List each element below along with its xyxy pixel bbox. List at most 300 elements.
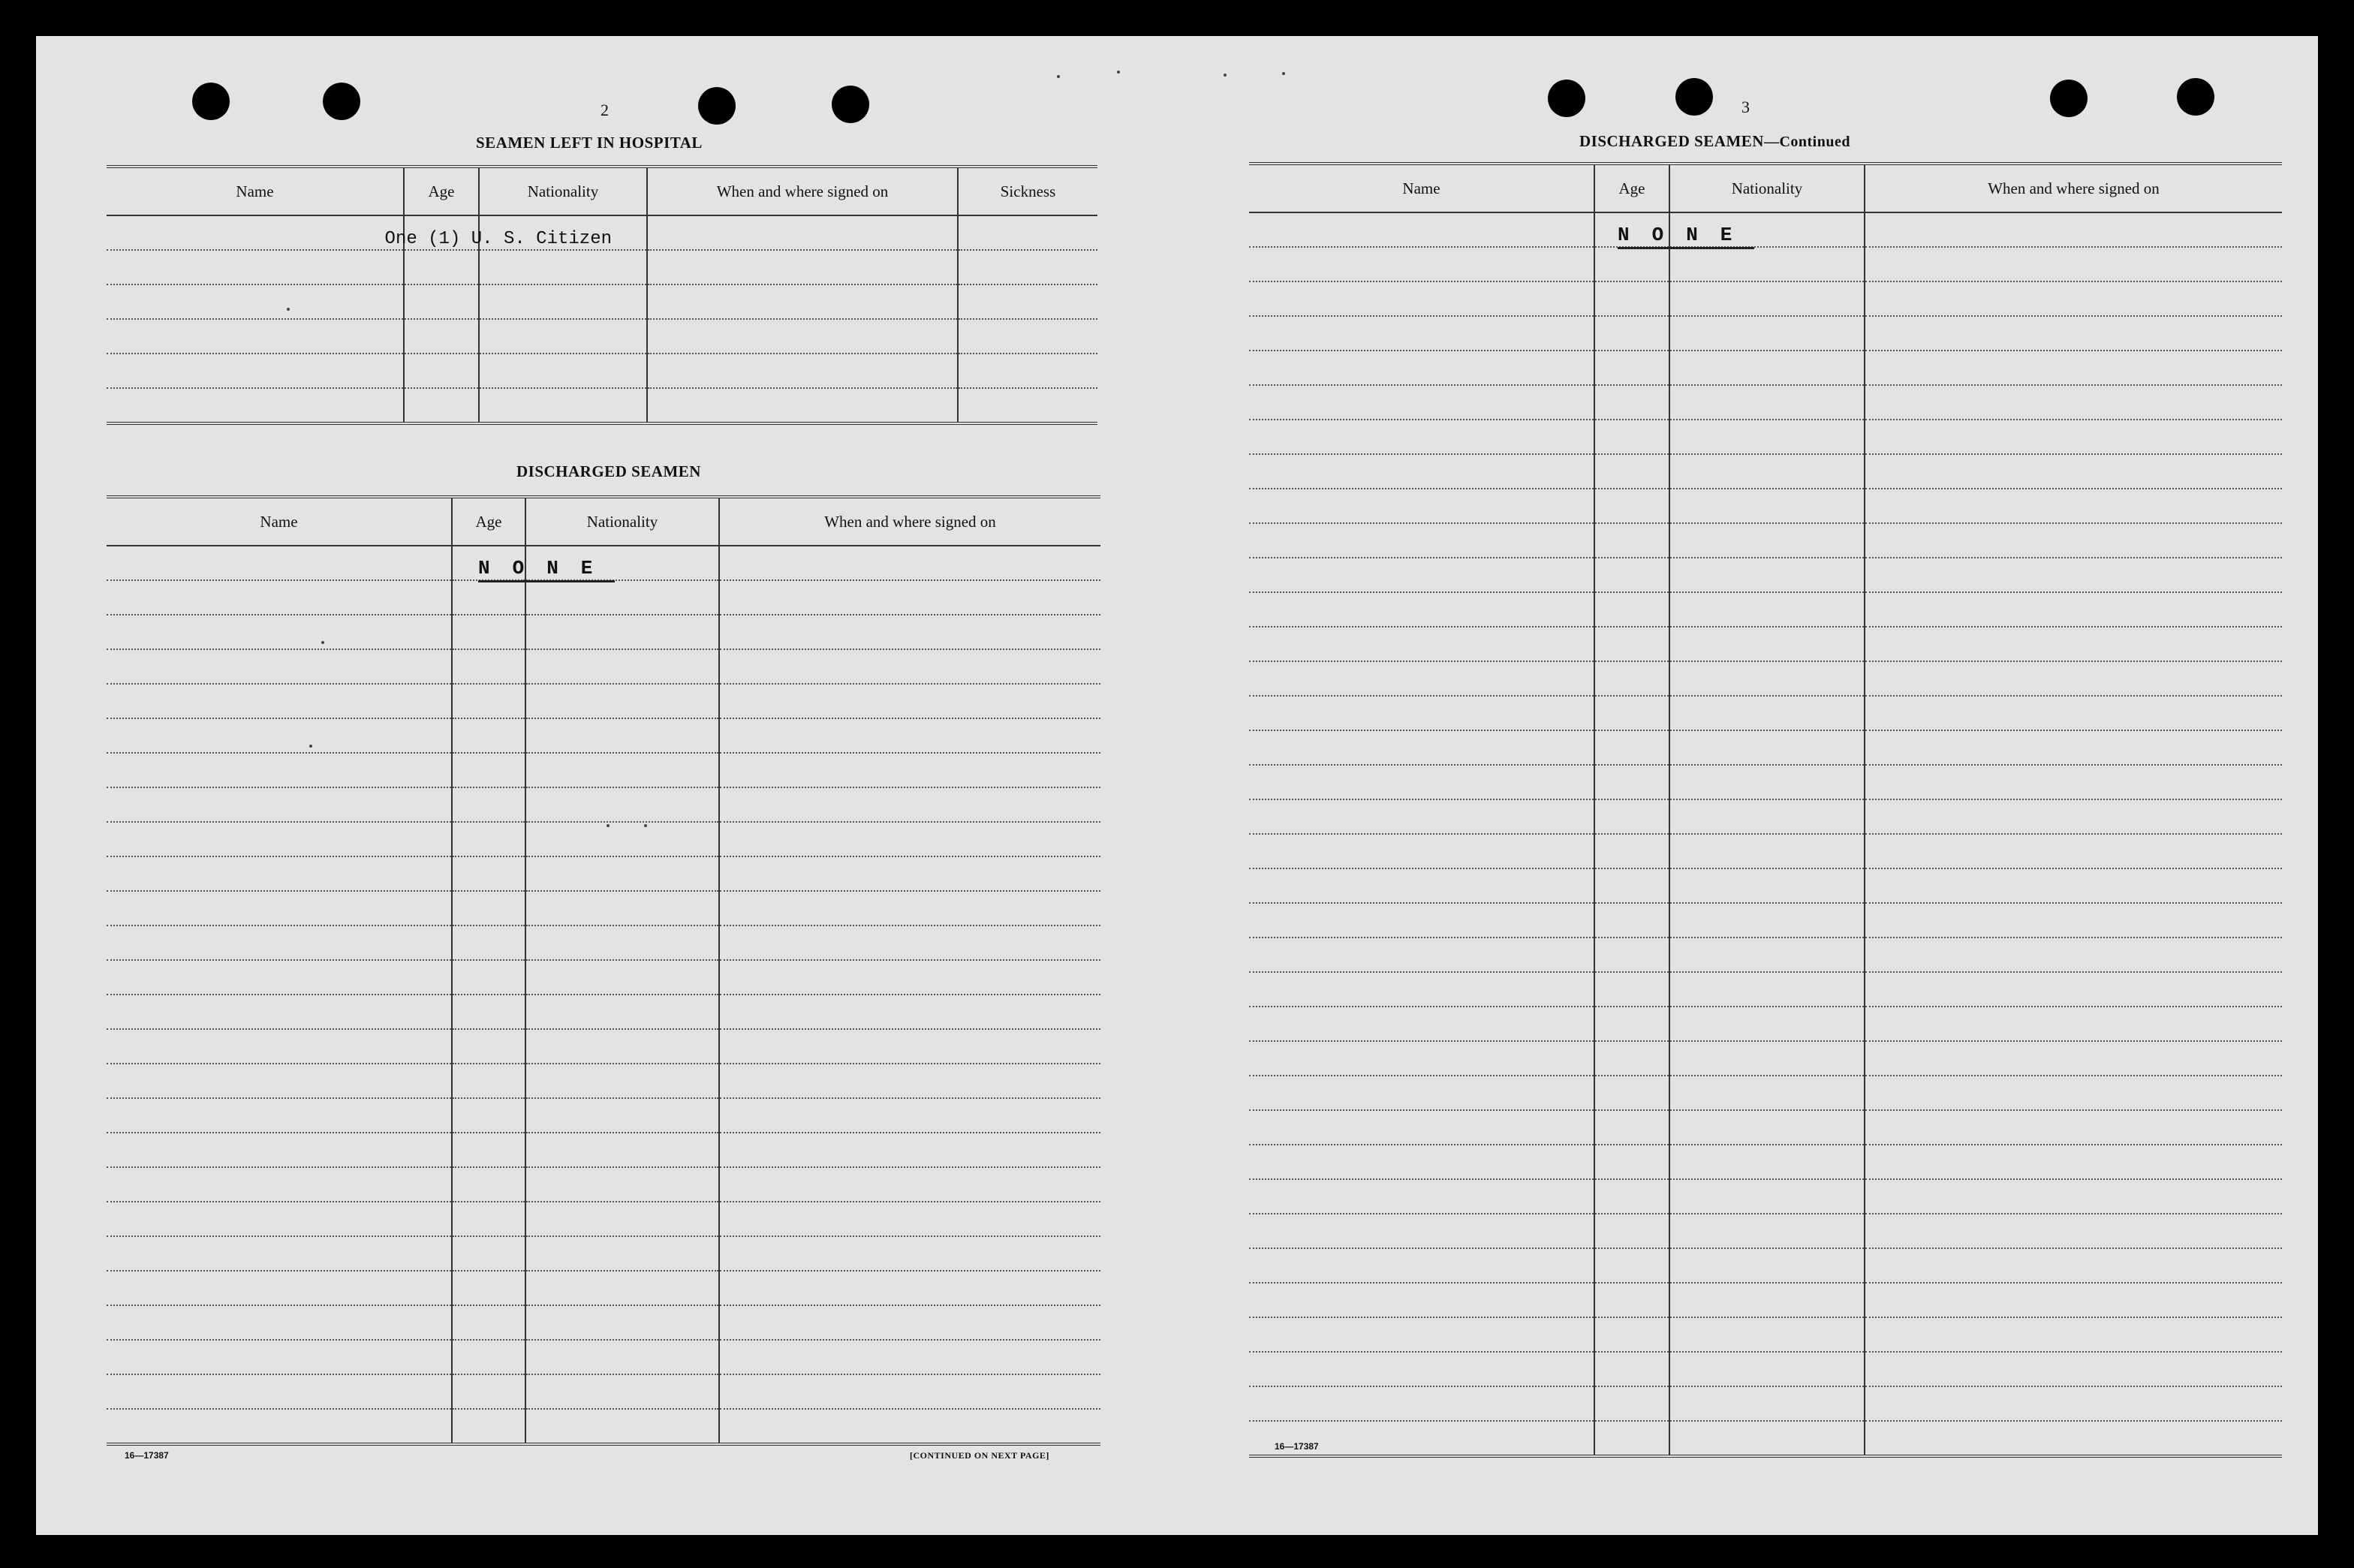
table-cell [107,1271,452,1305]
table-cell [1594,489,1669,523]
table-cell [1249,1007,1594,1041]
table-row [1249,420,2282,454]
table-cell [452,1133,525,1167]
typed-none: NONE [1618,224,1754,249]
punch-hole [192,83,230,120]
table-cell [1594,1076,1669,1110]
table-row [107,250,1097,284]
table-cell [525,1098,719,1133]
table-cell [452,1271,525,1305]
table-cell [1249,592,1594,627]
table-cell [1594,247,1669,281]
table-cell [1594,868,1669,903]
table-cell [1669,247,1865,281]
table-cell [107,684,452,718]
table-cell [1249,1179,1594,1214]
table-cell [1594,592,1669,627]
table-cell [1249,1214,1594,1248]
table-cell [479,250,647,284]
table-cell [452,649,525,684]
table-cell [107,1202,452,1236]
discharged-table [107,495,1100,1446]
table-cell [647,319,958,354]
table-row [1249,316,2282,351]
table-cell [1669,558,1865,592]
table-row [1249,489,2282,523]
table-cell [525,1167,719,1202]
table-row [1249,558,2282,592]
table-cell [479,319,647,354]
column-header-name: Name [107,167,404,215]
table-row [107,615,1100,649]
table-cell [1594,316,1669,351]
table-cell [525,1133,719,1167]
table-cell [452,925,525,960]
table-cell [107,1236,452,1271]
table-cell [1594,972,1669,1007]
table-cell [719,1340,1100,1374]
column-header-signed-on: When and where signed on [719,497,1100,546]
table-cell [404,250,479,284]
table-cell [1865,247,2282,281]
table-row [1249,592,2282,627]
table-row [107,215,1097,250]
table-row [107,1167,1100,1202]
table-cell [525,891,719,925]
table-row [1249,1007,2282,1041]
table-row [107,1133,1100,1167]
table-cell [525,1029,719,1064]
table-cell [107,925,452,960]
table-cell [719,787,1100,822]
table-row [1249,765,2282,799]
table-cell [647,284,958,319]
table-row [107,856,1100,891]
table-cell [719,1064,1100,1098]
table-cell [107,891,452,925]
table-row [1249,627,2282,661]
table-cell [1865,281,2282,316]
table-cell [107,1133,452,1167]
table-row [107,388,1097,423]
table-row [107,1305,1100,1340]
table-cell [107,1374,452,1409]
table-cell [1669,937,1865,972]
table-cell [1865,1145,2282,1179]
table-cell [1669,1317,1865,1352]
table-cell [1669,1041,1865,1076]
column-header-sickness: Sickness [958,167,1097,215]
ink-speck [1282,72,1285,75]
column-header-signed-on: When and where signed on [1865,164,2282,212]
table-cell [404,284,479,319]
table-cell [107,960,452,995]
table-row [1249,1076,2282,1110]
table-cell [1594,937,1669,972]
column-header-age: Age [1594,164,1669,212]
table-cell [1249,1110,1594,1145]
table-row [107,319,1097,354]
table-row [1249,247,2282,281]
form-number: 16—17387 [1275,1441,1319,1452]
column-header-name: Name [1249,164,1594,212]
table-cell [1865,1386,2282,1421]
table-cell [1669,972,1865,1007]
table-cell [1249,696,1594,730]
table-cell [1669,730,1865,765]
table-cell [107,284,404,319]
table-cell [719,925,1100,960]
table-row [107,1029,1100,1064]
section-title-suffix: —Continued [1763,134,1850,150]
table-cell [1865,661,2282,696]
continued-note: [CONTINUED ON NEXT PAGE] [910,1450,1049,1461]
table-cell [1594,1145,1669,1179]
table-row [107,1202,1100,1236]
table-cell [1594,523,1669,558]
table-cell [719,856,1100,891]
table-cell [1594,1283,1669,1317]
table-cell [525,753,719,787]
table-cell [719,1029,1100,1064]
table-cell [1594,454,1669,489]
table-cell [647,354,958,388]
table-row [107,684,1100,718]
none-entry-cell [452,546,616,580]
table-row [1249,799,2282,834]
table-cell [719,1133,1100,1167]
table-cell [1249,1386,1594,1421]
column-header-nationality: Nationality [1669,164,1865,212]
discharged-continued-table [1249,162,2282,1458]
table-cell [719,995,1100,1029]
table-cell [525,649,719,684]
form-sheet [36,36,2318,1535]
column-header-age: Age [452,497,525,546]
table-cell [1669,1179,1865,1214]
table-cell [719,615,1100,649]
table-cell [1865,1076,2282,1110]
table-cell [1865,1214,2282,1248]
table-cell [1249,385,1594,420]
table-cell [1594,1214,1669,1248]
table-cell [1594,1248,1669,1283]
table-cell [1865,558,2282,592]
table-header-row [107,167,1097,215]
table-cell [1865,1317,2282,1352]
column-header-age: Age [404,167,479,215]
table-cell [1594,1386,1669,1421]
table-cell [1594,558,1669,592]
table-cell [1594,420,1669,454]
table-cell [1669,281,1865,316]
punch-hole [2050,80,2088,117]
table-cell [1249,1352,1594,1386]
table-cell [107,580,452,615]
table-cell [107,822,452,856]
table-cell [1865,212,2282,247]
table-row [1249,523,2282,558]
table-cell [107,718,452,753]
table-cell [1249,1145,1594,1179]
table-cell [1865,696,2282,730]
table-cell [107,1167,452,1202]
table-cell [1669,385,1865,420]
table-header-row [107,497,1100,546]
table-cell [1865,489,2282,523]
table-cell [1865,454,2282,489]
typed-entry: One (1) U. S. Citizen [384,229,612,249]
table-cell [525,1305,719,1340]
table-cell [1865,316,2282,351]
table-cell [1594,730,1669,765]
table-cell [452,822,525,856]
table-cell [1669,868,1865,903]
table-cell [1669,1214,1865,1248]
table-cell [1865,1179,2282,1214]
table-row [1249,696,2282,730]
table-cell [958,388,1097,423]
table-cell [719,580,1100,615]
table-cell [452,580,525,615]
table-row [1249,1317,2282,1352]
table-cell [1669,1007,1865,1041]
table-cell [1249,730,1594,765]
table-cell [107,615,452,649]
table-cell [1865,937,2282,972]
table-cell [1594,385,1669,420]
table-cell [1249,1076,1594,1110]
table-cell [1594,351,1669,385]
table-cell [525,1409,719,1444]
table-cell [479,284,647,319]
table-cell [452,753,525,787]
table-cell [1865,1248,2282,1283]
table-cell [452,960,525,995]
table-cell [1594,834,1669,868]
table-cell [1865,1041,2282,1076]
table-row [1249,281,2282,316]
table-cell [1249,1317,1594,1352]
table-cell [452,1236,525,1271]
table-cell [1865,385,2282,420]
table-cell [452,684,525,718]
table-cell [719,753,1100,787]
table-row [107,960,1100,995]
table-cell [107,1409,452,1444]
table-cell [1594,627,1669,661]
table-row [107,546,1100,580]
table-cell [525,995,719,1029]
table-cell [452,615,525,649]
table-row [107,1098,1100,1133]
table-cell [647,215,958,250]
table-cell [1669,1352,1865,1386]
punch-hole [1675,78,1713,116]
table-row [1249,351,2282,385]
table-row [107,995,1100,1029]
table-row [1249,212,2282,247]
table-row [107,787,1100,822]
table-row [107,284,1097,319]
table-cell [958,319,1097,354]
table-cell [719,718,1100,753]
table-cell [1249,351,1594,385]
table-cell [1594,1007,1669,1041]
discharged-continued-title [1579,132,1850,151]
table-cell [1865,1352,2282,1386]
table-cell [719,649,1100,684]
table-cell [1865,1421,2282,1456]
table-cell [107,250,404,284]
table-cell [1594,1179,1669,1214]
table-row [1249,454,2282,489]
form-number: 16—17387 [125,1450,169,1461]
table-cell [958,284,1097,319]
table-cell [1669,454,1865,489]
table-cell [525,1271,719,1305]
table-cell [719,891,1100,925]
table-row [107,1064,1100,1098]
column-header-nationality: Nationality [525,497,719,546]
table-cell [479,354,647,388]
table-row [1249,730,2282,765]
table-cell [107,319,404,354]
table-row [1249,1041,2282,1076]
punch-hole [832,86,869,123]
table-row [1249,1145,2282,1179]
table-cell [1669,903,1865,937]
table-cell [1669,1110,1865,1145]
table-cell [1669,1283,1865,1317]
table-cell [1865,1283,2282,1317]
table-cell [719,546,1100,580]
table-cell [1594,1421,1669,1456]
table-cell [107,388,404,423]
table-cell [525,1064,719,1098]
table-cell [452,891,525,925]
table-cell [525,615,719,649]
table-cell [525,1374,719,1409]
table-cell [107,649,452,684]
table-cell [719,822,1100,856]
table-cell [1865,972,2282,1007]
table-cell [525,787,719,822]
table-row [107,1409,1100,1444]
table-cell [1249,281,1594,316]
table-cell [107,546,452,580]
table-cell [1669,489,1865,523]
table-cell [958,354,1097,388]
table-row [107,1271,1100,1305]
table-cell [1249,212,1594,247]
table-cell [1669,1145,1865,1179]
table-cell [1594,696,1669,730]
table-cell [1594,281,1669,316]
table-row [107,649,1100,684]
none-entry-cell [1594,212,1755,247]
table-cell [452,1409,525,1444]
table-row [107,753,1100,787]
punch-hole [1548,80,1585,117]
table-cell [107,1305,452,1340]
table-cell [1594,765,1669,799]
table-cell [719,1236,1100,1271]
table-row [107,1236,1100,1271]
table-cell [452,856,525,891]
table-cell [1865,834,2282,868]
table-row [1249,661,2282,696]
table-row [1249,1110,2282,1145]
table-cell [107,354,404,388]
table-cell [107,1098,452,1133]
table-cell [1669,799,1865,834]
table-cell [719,1374,1100,1409]
table-cell [452,787,525,822]
table-cell [1249,799,1594,834]
table-row [1249,1214,2282,1248]
table-cell [1669,316,1865,351]
table-cell [1865,1007,2282,1041]
table-cell [1594,1352,1669,1386]
table-cell [719,960,1100,995]
table-cell [1249,661,1594,696]
table-row [1249,972,2282,1007]
table-cell [1669,765,1865,799]
column-header-name: Name [107,497,452,546]
table-row [107,580,1100,615]
table-cell [1249,454,1594,489]
table-cell [525,718,719,753]
table-cell [719,1098,1100,1133]
table-cell [1249,1283,1594,1317]
table-row [107,1374,1100,1409]
table-cell [1249,558,1594,592]
ink-speck [1117,71,1120,74]
table-cell [404,319,479,354]
table-cell [1594,1110,1669,1145]
table-cell [525,1340,719,1374]
table-cell [1669,592,1865,627]
table-row [1249,1179,2282,1214]
table-cell [1669,420,1865,454]
table-cell [719,1305,1100,1340]
table-cell [1594,661,1669,696]
table-cell [525,960,719,995]
table-cell [1249,489,1594,523]
table-cell [1669,1421,1865,1456]
table-cell [525,1236,719,1271]
table-cell [1594,799,1669,834]
table-cell [1865,868,2282,903]
table-cell [404,354,479,388]
table-cell [452,1340,525,1374]
table-row [1249,1283,2282,1317]
table-cell [452,718,525,753]
table-cell [1249,765,1594,799]
table-cell [1865,523,2282,558]
ink-speck [1224,74,1227,77]
table-cell [1249,937,1594,972]
table-cell [1249,316,1594,351]
table-cell [1865,799,2282,834]
table-cell [452,995,525,1029]
table-cell [1249,627,1594,661]
table-cell [1249,868,1594,903]
table-cell [647,388,958,423]
hospital-section-title: SEAMEN LEFT IN HOSPITAL [476,134,703,152]
table-row [1249,1386,2282,1421]
